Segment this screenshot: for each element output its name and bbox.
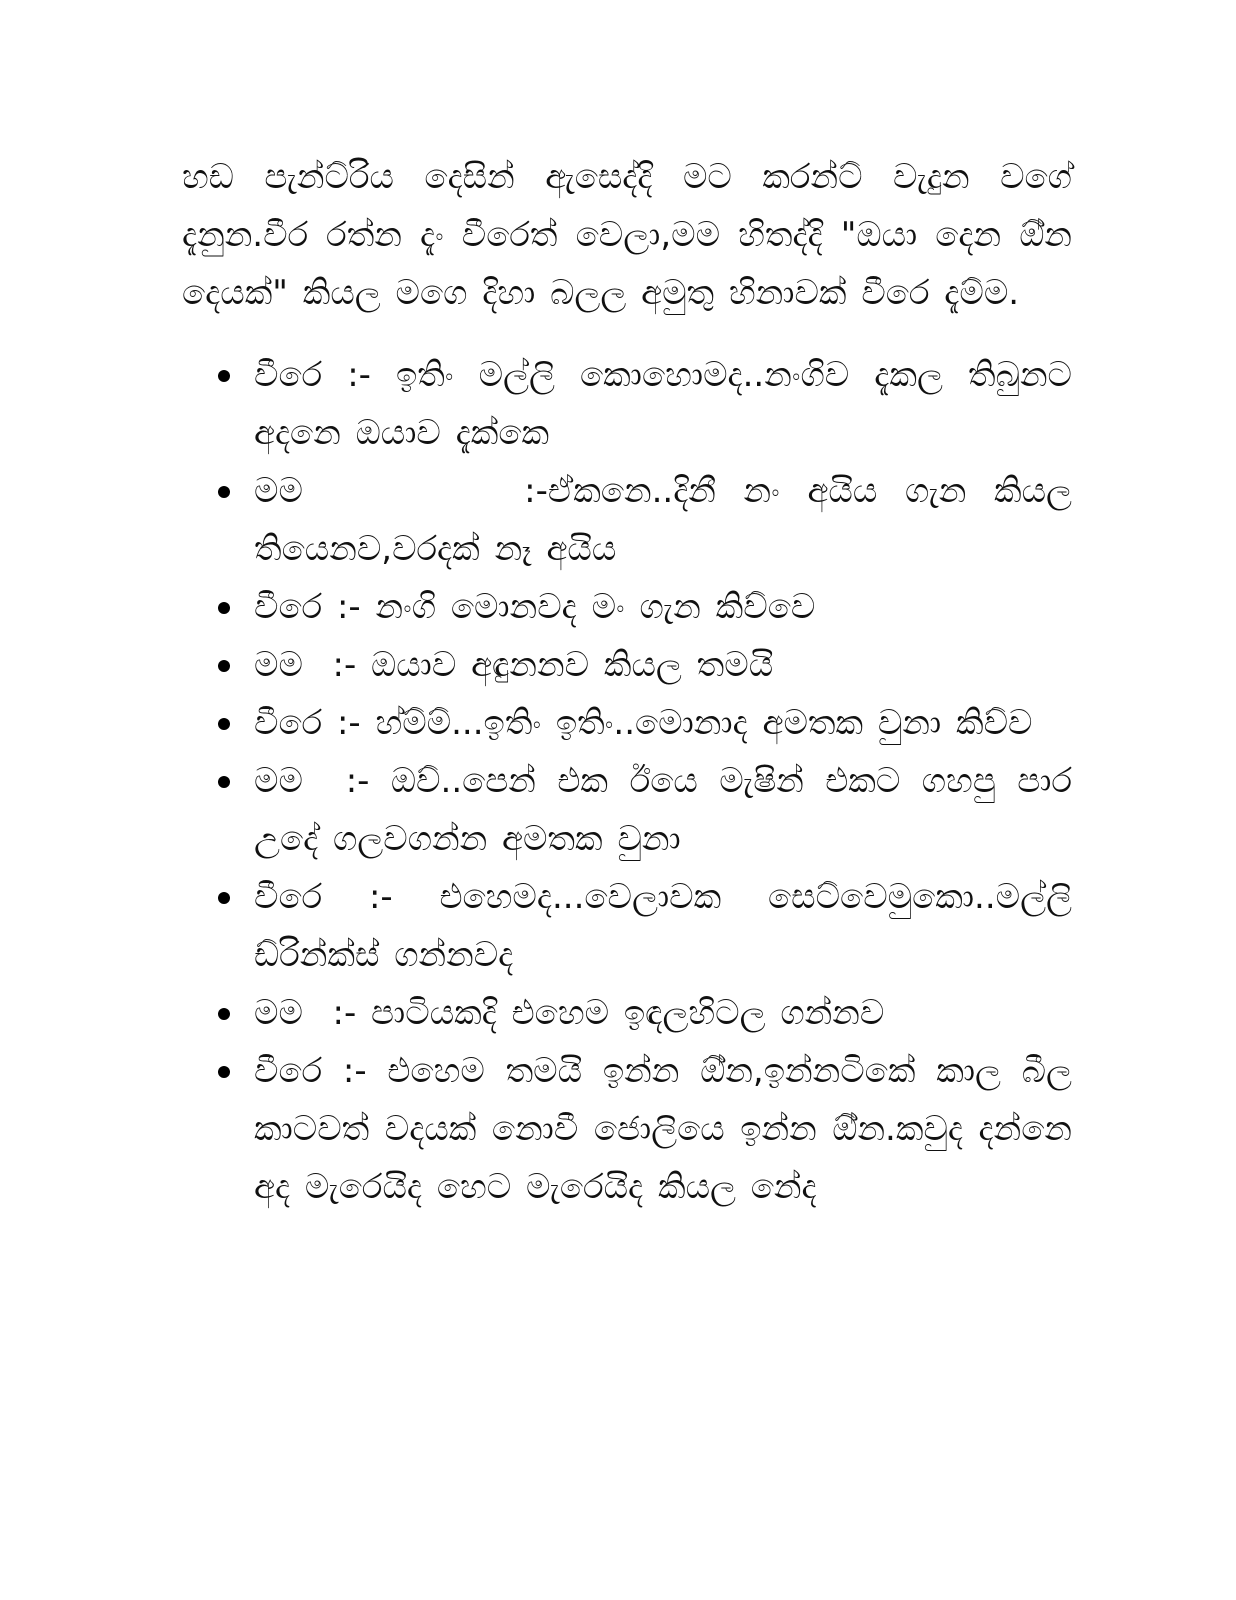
bullet-icon (218, 602, 230, 614)
dialogue-line (254, 868, 1072, 984)
dialogue-text: මම :- පාටියකදි එහෙම ඉඳලහිටල ගන්නව (254, 993, 885, 1033)
dialogue-list (182, 346, 1072, 1216)
bullet-icon (218, 776, 230, 788)
bullet-icon (218, 892, 230, 904)
dialogue-line (254, 636, 1072, 694)
bullet-icon (218, 718, 230, 730)
bullet-icon (218, 370, 230, 382)
dialogue-line (254, 578, 1072, 636)
dialogue-line (254, 346, 1072, 462)
dialogue-text: වීරෙ :- එහෙම තමයි ඉන්න ඕ්න,ඉන්නටිකේ කාල බීල කාටවත් වදයක් නොවී ජොලියෙ ඉන්න ඕ්න.කවුද දන්නෙ අද මැරෙයිද හෙට මැරෙයිද කියල නේද (254, 1051, 1072, 1207)
bullet-icon (218, 1008, 230, 1020)
dialogue-text: මම :- ඔයාව අඳුනනව කියල තමයි (254, 645, 774, 685)
dialogue-text: වීරෙ :- එහෙමද...වෙලාවක සෙට්වෙමුකො..මල්ලි ඩ්රින්ක්ස් ගන්නවද (254, 877, 1072, 975)
page-content (182, 148, 1072, 1216)
dialogue-text: වීරෙ :- ඉතිං මල්ලි කොහොමද..නංගිව දැකල තිබුනට අදනෙ ඔයාව දැක්කෙ (254, 355, 1072, 453)
dialogue-text: වීරෙ :- හ්ම්ම්...ඉතිං ඉතිං..මොනාද අමතක වුනා කිව්ව (254, 703, 1033, 743)
dialogue-line (254, 984, 1072, 1042)
intro-paragraph: හඩ පැන්ට්රිය දෙසින් ඇසෙද්දි මට කරන්ට් වැදුන වගේ දැනුන.වීර රත්න දැං වීරෙත් වෙලා,මම හිතද්දි "ඔයා දෙන ඕ්න දෙයක්" කියල මගෙ දිහා බලල අමුතු හිනාවක් වීරෙ දැම්ම. (182, 157, 1072, 313)
dialogue-text: මම :-ඒකනෙ..දිනී නං අයිය ගැන කියල තියෙනව,වරදක් නෑ අයිය (254, 471, 1072, 569)
dialogue-text: මම :- ඔව්..පෙන් එක ඊයෙ මැෂින් එකට ගහපු පාර උදේ ගලවගන්න අමතක වුනා (254, 761, 1072, 859)
bullet-icon (218, 486, 230, 498)
dialogue-line (254, 752, 1072, 868)
dialogue-text: වීරෙ :- නංගි මොනවද මං ගැන කිව්වෙ (254, 587, 816, 627)
bullet-icon (218, 1066, 230, 1078)
dialogue-line (254, 1042, 1072, 1216)
dialogue-line (254, 694, 1072, 752)
dialogue-line (254, 462, 1072, 578)
bullet-icon (218, 660, 230, 672)
